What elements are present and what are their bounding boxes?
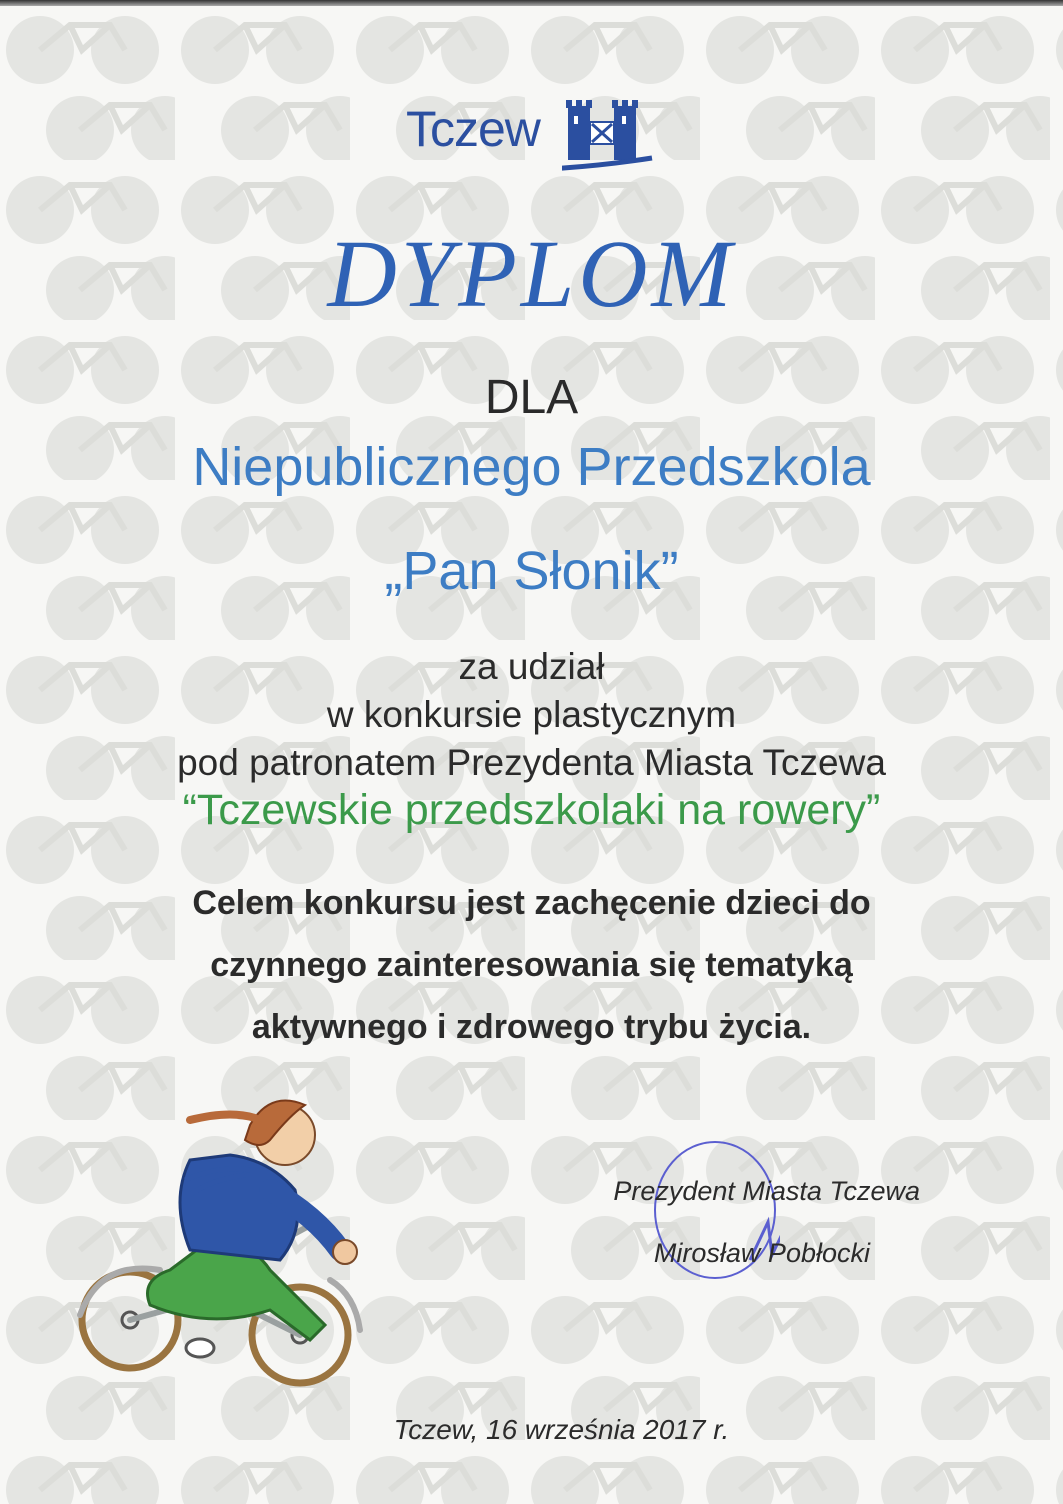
- signatory-name: Mirosław Pobłocki: [653, 1238, 870, 1268]
- reason-line-2: w konkursie plastycznym: [326, 694, 737, 735]
- contest-name: “Tczewskie przedszkolaki na rowery”: [182, 786, 881, 834]
- castle-gate-icon: [562, 92, 662, 178]
- handwritten-signature: [640, 1140, 780, 1300]
- goal-line-3: aktywnego i zdrowego trybu życia.: [251, 1008, 812, 1046]
- goal-line-1: Celem konkursu jest zachęcenie dzieci do: [192, 884, 871, 922]
- cyclist-illustration: [70, 1080, 390, 1400]
- reason-line-1: za udział: [458, 646, 605, 687]
- diploma-title: DYPLOM: [327, 220, 736, 327]
- goal-line-2: czynnego zainteresowania się tematyką: [210, 946, 853, 984]
- recipient-line-2: „Pan Słonik”: [384, 541, 679, 601]
- issue-date: Tczew, 16 września 2017 r.: [393, 1414, 730, 1445]
- recipient-line-1: Niepublicznego Przedszkola: [192, 437, 871, 497]
- logo-text: Tczew: [406, 101, 540, 157]
- signatory-title: Prezydent Miasta Tczewa: [613, 1176, 920, 1206]
- dla-label: DLA: [484, 371, 579, 424]
- tczew-logo: [398, 92, 668, 182]
- reason-line-3: pod patronatem Prezydenta Miasta Tczewa: [177, 742, 886, 783]
